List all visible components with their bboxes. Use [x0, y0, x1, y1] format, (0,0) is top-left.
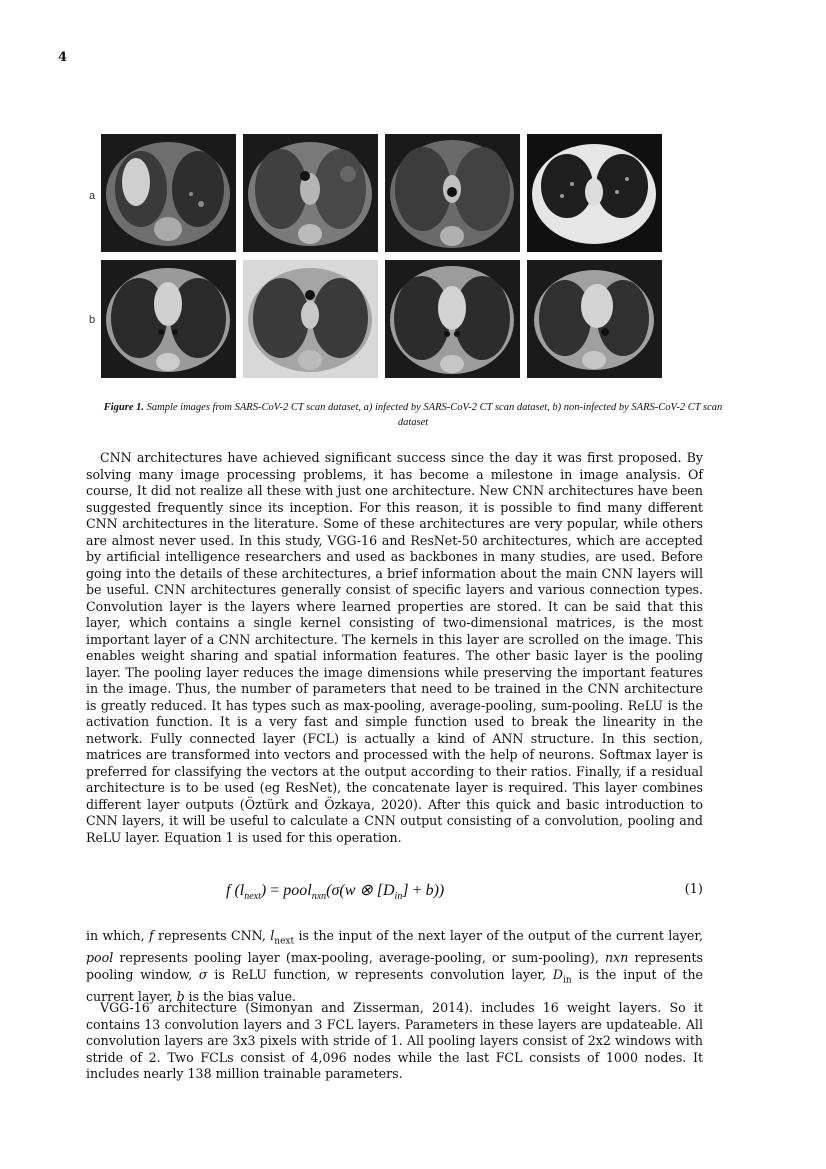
- p2-symbol-f: f: [149, 928, 154, 943]
- row-label-b: b: [89, 314, 96, 326]
- page-number: 4: [58, 50, 68, 65]
- figure-ct-scans: [89, 132, 661, 380]
- ct-image-b1: [101, 260, 236, 378]
- ct-image-a3: [385, 134, 520, 252]
- p2-symbol-l-sub: next: [274, 936, 295, 947]
- p2-symbol-nxn: nxn: [604, 950, 629, 966]
- ct-image-b2: [243, 260, 378, 378]
- body-paragraph-1-text: CNN architectures have achieved significant success since the day it was first proposed. By solving many image processing problems, it has become a milestone in image analysis. Of course, It did not realize all these with just one architecture. New CNN architectures have been suggested frequently since its inception. For this reason, it is possible to find many different CNN architectures in the literature. Some of these architectures are very popular, while others are almost never used. In this study, VGG-16 and ResNet-50 architectures, which are accepted by artificial intelligence researchers and used as backbones in many studies, are used. Before going into the details of these architectures, a brief information about the main CNN layers will be useful. CNN architectures generally consist of specific layers and various connection types. Convolution layer is the layers where learned properties are stored. It can be said that this layer, which contains a single kernel consisting of two-dimensional matrices, is the most important layer of a CNN architecture. The kernels in this layer are scrolled on the image. This enables weight sharing and spatial information features. The other basic layer is the pooling layer. The pooling layer reduces the image dimensions while preserving the important features in the image. Thus, the number of parameters that need to be trained in the CNN architecture is greatly reduced. It has types such as max-pooling, average-pooling, sum-pooling. ReLU is the activation function. It is a very fast and simple function used to break the linearity in the network. Fully connected layer (FCL) is actually a kind of ANN structure. In this section, matrices are transformed into vectors and processed with the help of neurons. Softmax layer is preferred for classifying the vectors at the output according to their ratios. Finally, if a residual architecture is to be used (eg ResNet), the concatenate layer is required. This layer combines different layer outputs (Öztürk and Özkaya, 2020). After this quick and basic introduction to CNN layers, it will be useful to calculate a CNN output consisting of a convolution, pooling and ReLU layer. Equation 1 is used for this operation.: [86, 450, 703, 845]
- p2-symbol-b: b: [176, 988, 185, 1004]
- p2-text-2: represents CNN,: [153, 928, 271, 943]
- body-paragraph-2: [86, 928, 703, 1005]
- equation-number: (1): [684, 882, 703, 897]
- p2-text-5: represents pooling window,: [86, 950, 704, 982]
- figure-caption-text: Sample images from SARS-CoV-2 CT scan dataset, a) infected by SARS-CoV-2 CT scan dataset, b) non-infected by SARS-CoV-2 CT scan dataset: [144, 402, 723, 428]
- p2-text-8: is the bias value.: [184, 988, 297, 1004]
- p2-text-6: is ReLU function, w represents convolution layer,: [207, 966, 553, 982]
- p2-symbol-l: l: [270, 928, 275, 943]
- figure-caption-label: Figure 1.: [103, 402, 145, 413]
- ct-image-a1: [101, 134, 236, 252]
- ct-image-b3: [385, 260, 520, 378]
- p2-text-4: represents pooling layer (max-pooling, average-pooling, or sum-pooling),: [113, 950, 605, 966]
- ct-image-a4: [527, 134, 662, 252]
- p2-symbol-pool: pool: [86, 950, 114, 966]
- p2-symbol-d: D: [552, 966, 563, 982]
- p2-text-3: is the input of the next layer of the output of the current layer,: [294, 928, 704, 943]
- p2-text-1: in which,: [86, 928, 149, 943]
- body-paragraph-3: [86, 1000, 703, 1083]
- body-paragraph-1: [86, 450, 703, 846]
- body-paragraph-3-text: VGG-16 architecture (Simonyan and Zisserman, 2014). includes 16 weight layers. So it contains 13 convolution layers and 3 FCL layers. Parameters in these layers are updateable. All convolution layers are 3x3 pixels with stride of 1. All pooling layers consist of 2x2 windows with stride of 2. Two FCLs consist of 4,096 nodes while the last FCL consists of 1000 nodes. It includes nearly 138 million trainable parameters.: [86, 1000, 703, 1081]
- p2-symbol-d-sub: in: [562, 975, 572, 986]
- ct-image-a2: [243, 134, 378, 252]
- row-label-a: a: [89, 190, 96, 202]
- equation-1: [86, 880, 703, 906]
- equation-formula: f $(l_{next})$ = pool$_{nxn}$(σ(w ⊗ $[D_{in}] + b$)): [226, 882, 445, 903]
- ct-image-b4: [527, 260, 662, 378]
- figure-caption: [96, 400, 730, 430]
- p2-text-7: is the input of the current layer,: [86, 966, 704, 1004]
- p2-symbol-sigma: σ: [198, 966, 208, 982]
